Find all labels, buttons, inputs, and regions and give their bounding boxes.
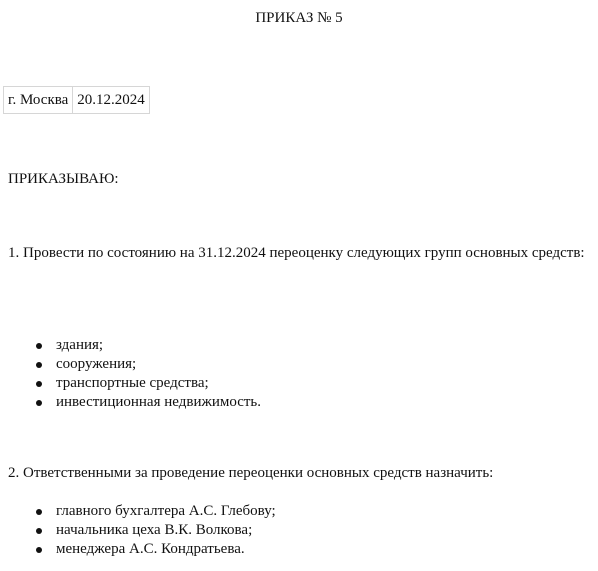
list-item: начальника цеха В.К. Волкова;: [0, 521, 276, 540]
bullet-icon: [36, 528, 42, 534]
bullet-icon: [36, 362, 42, 368]
bullet-icon: [36, 343, 42, 349]
document-title: ПРИКАЗ № 5: [255, 10, 343, 26]
bullet-icon: [36, 381, 42, 387]
list-item: здания;: [0, 336, 261, 355]
bullet-icon: [36, 547, 42, 553]
date-cell: 20.12.2024: [73, 87, 150, 114]
list-item: сооружения;: [0, 355, 261, 374]
paragraph-2: 2. Ответственными за проведение переоценки основных средств назначить:: [8, 465, 494, 481]
bullet-icon: [36, 509, 42, 515]
list-item: инвестиционная недвижимость.: [0, 393, 261, 412]
paragraph-1: 1. Провести по состоянию на 31.12.2024 переоценку следующих групп основных средств:: [8, 245, 585, 261]
responsibles-list: [0, 502, 276, 559]
list-item: менеджера А.С. Кондратьева.: [0, 540, 276, 559]
list-item: транспортные средства;: [0, 374, 261, 393]
asset-groups-list: [0, 336, 261, 412]
list-item: главного бухгалтера А.С. Глебову;: [0, 502, 276, 521]
bullet-icon: [36, 400, 42, 406]
order-heading: ПРИКАЗЫВАЮ:: [8, 171, 119, 187]
place-date-table: [3, 86, 150, 114]
city-cell: г. Москва: [4, 87, 73, 114]
